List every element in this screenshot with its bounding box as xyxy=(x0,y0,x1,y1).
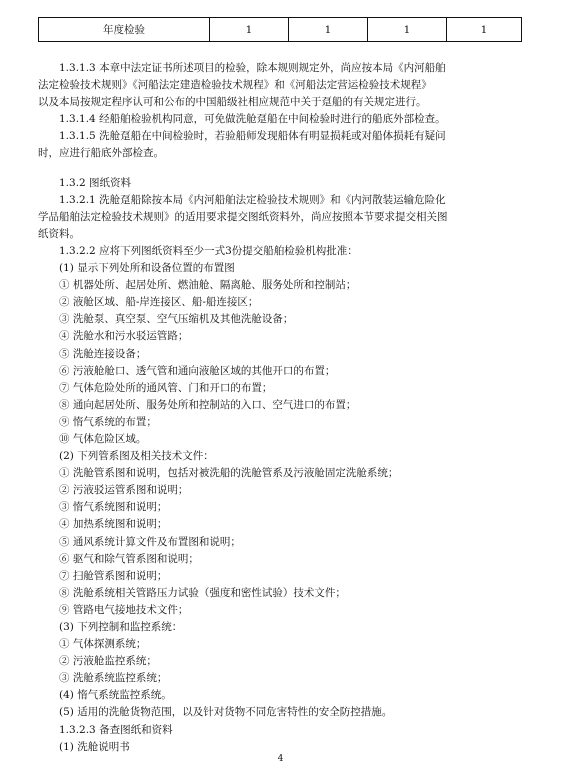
page-number: 4 xyxy=(277,754,284,764)
table-cell-label: 年度检验 xyxy=(39,18,210,42)
text-line: 1.3.1.3 本章中法定证书所述项目的检验，除本规则规定外，尚应按本局《内河船舶 xyxy=(59,62,446,74)
text-line: (5) 适用的洗舱货物范围，以及针对货物不同危害特性的安全防控措施。 xyxy=(59,706,393,719)
text-line: ④ 加热系统图和说明； xyxy=(59,518,168,531)
text-line: (3) 下列控制和监控系统： xyxy=(59,621,183,633)
text-line: 1.3.2.1 洗舱趸船除按本局《内河船舶法定检验技术规则》和《内河散装运输危险化 xyxy=(59,193,446,206)
text-line: 时，应进行船底外部检查。 xyxy=(38,147,164,160)
text-line: ③ 洗舱泵、真空泵、空气压缩机及其他洗舱设备； xyxy=(59,313,294,326)
text-line: (1) 显示下列处所和设备位置的布置图 xyxy=(59,262,235,275)
text-line: 1.3.1.5 洗舱趸船在中间检验时，若验船师发现船体有明显损耗或对船体损耗有疑问 xyxy=(59,130,446,143)
text-line: ③ 惰气系统图和说明； xyxy=(59,501,168,514)
inspection-table xyxy=(38,17,522,42)
text-line: 以及本局按规定程序认可和公布的中国船级社相应规范中关于趸船的有关规定进行。 xyxy=(38,96,427,109)
table-row xyxy=(39,18,522,42)
text-line: ③ 洗舱系统监控系统； xyxy=(59,672,168,685)
paragraph-gap xyxy=(38,163,522,175)
text-line: ② 污液舱监控系统； xyxy=(59,655,157,668)
text-line: 纸资料。 xyxy=(38,227,80,240)
text-line: ⑦ 气体危险处所的通风管、门和开口的布置； xyxy=(59,381,273,394)
text-line: 1.3.2 图纸资料 xyxy=(59,176,132,189)
text-line: ① 洗舱管系图和说明，包括对被洗船的洗舱管系及污液舱固定洗舱系统； xyxy=(59,467,399,480)
text-line: ⑨ 管路电气接地技术文件； xyxy=(59,603,189,616)
text-line: ⑤ 通风系统计算文件及布置图和说明； xyxy=(59,535,241,548)
text-line: (2) 下列管系图及相关技术文件： xyxy=(59,450,214,463)
text-line: ⑥ 驱气和除气管系图和说明； xyxy=(59,552,199,565)
text-line: ⑤ 洗舱连接设备； xyxy=(59,347,147,360)
text-line: ④ 洗舱水和污水驳运管路； xyxy=(59,330,189,343)
text-line: 1.3.2.2 应将下列图纸资料至少一式3份提交船舶检验机构批准： xyxy=(59,244,358,257)
text-line: ⑥ 污液舱舱口、透气管和通向液舱区域的其他开口的布置； xyxy=(59,364,336,377)
text-line: 学品船舶法定检验技术规则》的适用要求提交图纸资料外，尚应按照本节要求提交相关图 xyxy=(38,210,448,223)
text-line: ② 液舱区域、船-岸连接区、船-船连接区； xyxy=(59,296,259,309)
text-line: ① 机器处所、起居处所、燃油舱、隔离舱、服务处所和控制站； xyxy=(59,279,357,292)
table-cell: 1 xyxy=(210,18,289,42)
text-line: (4) 惰气系统监控系统。 xyxy=(59,689,172,702)
text-line: ⑧ 通向起居处所、服务处所和控制站的入口、空气进口的布置； xyxy=(59,398,357,411)
text-line: ⑩ 气体危险区域。 xyxy=(59,432,147,445)
text-line: ② 污液驳运管系图和说明； xyxy=(59,484,189,497)
text-line: (1) 洗舱说明书 xyxy=(59,740,130,753)
table-cell: 1 xyxy=(289,18,368,42)
text-line: 法定检验技术规则》《河船法定建造检验技术规程》和《河船法定营运检验技术规程》 xyxy=(38,79,432,92)
text-line: ① 气体探测系统； xyxy=(59,638,147,651)
body-text xyxy=(38,60,522,756)
text-line: 1.3.1.4 经船舶检验机构同意，可免做洗舱趸船在中间检验时进行的船底外部检查。 xyxy=(59,113,446,126)
text-line: 1.3.2.3 备查图纸和资料 xyxy=(59,723,173,736)
text-line: ⑨ 惰气系统的布置； xyxy=(59,415,157,428)
text-line: ⑦ 扫舱管系图和说明； xyxy=(59,569,168,582)
text-line: ⑧ 洗舱系统相关管路压力试验（强度和密性试验）技术文件； xyxy=(59,586,346,599)
table-cell: 1 xyxy=(447,18,522,42)
table-cell: 1 xyxy=(368,18,447,42)
